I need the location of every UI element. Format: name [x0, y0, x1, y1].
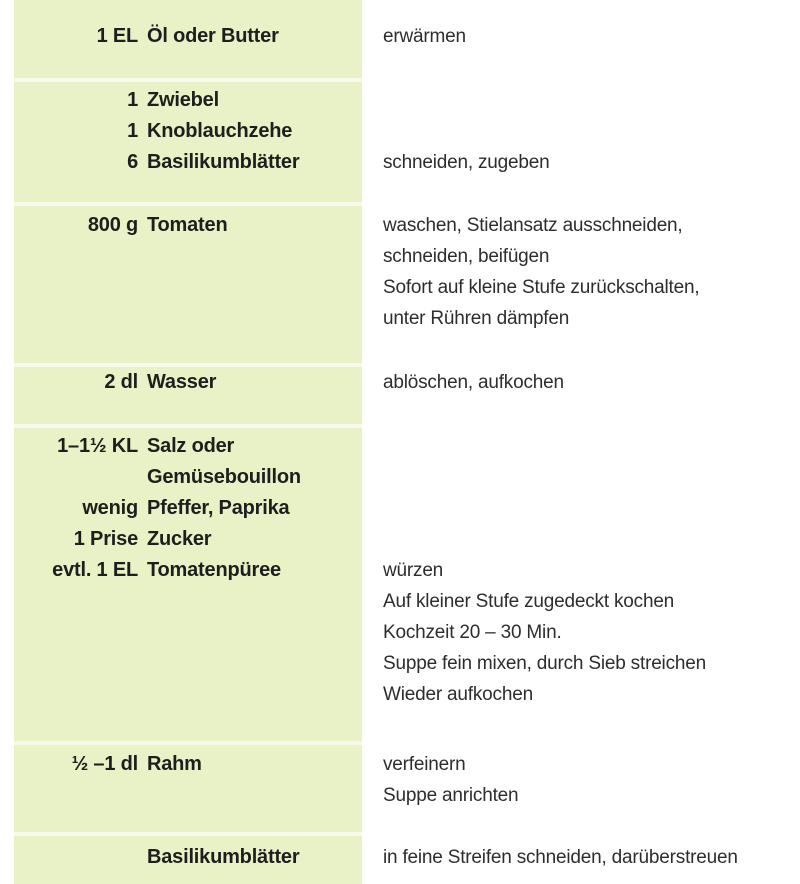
- ingredient-line: [0, 524, 800, 555]
- step-line: [0, 303, 800, 334]
- ingredient-name: Zwiebel: [147, 89, 219, 111]
- step-text: würzen: [383, 560, 444, 581]
- step-text: erwärmen: [383, 26, 466, 47]
- ingredient-quantity: 800 g: [87, 214, 138, 236]
- section-divider: [14, 832, 362, 836]
- ingredient-name: Gemüsebouillon: [147, 466, 301, 488]
- ingredient-name: Zucker: [147, 528, 212, 550]
- step-text: Auf kleiner Stufe zugedeckt kochen: [383, 591, 675, 612]
- section-divider: [14, 424, 362, 428]
- step-text: Suppe anrichten: [383, 785, 519, 806]
- recipe-section-aromatics: [0, 85, 800, 178]
- ingredient-line: [0, 367, 800, 398]
- ingredient-name: Salz oder: [147, 435, 235, 457]
- ingredient-line: [0, 431, 800, 462]
- ingredient-name: Basilikumblätter: [147, 846, 300, 868]
- ingredient-name: Knoblauchzehe: [147, 120, 293, 142]
- ingredient-line: [0, 749, 800, 780]
- ingredient-line: [0, 147, 800, 178]
- ingredient-line: [0, 493, 800, 524]
- ingredient-name: Tomaten: [147, 214, 228, 236]
- ingredient-line: [0, 842, 800, 873]
- step-line: [0, 272, 800, 303]
- ingredient-quantity: evtl. 1 EL: [52, 559, 138, 581]
- ingredient-line: [0, 116, 800, 147]
- step-text: schneiden, zugeben: [383, 152, 550, 173]
- ingredient-line: [0, 462, 800, 493]
- ingredient-quantity: 1: [127, 89, 138, 111]
- ingredient-line: [0, 85, 800, 116]
- ingredient-line: [0, 555, 800, 586]
- ingredient-quantity: 1–1½ KL: [57, 435, 138, 457]
- ingredient-quantity: 1: [127, 120, 138, 142]
- ingredient-quantity: ½ –1 dl: [71, 753, 138, 775]
- ingredient-name: Tomatenpüree: [147, 559, 281, 581]
- step-text: Kochzeit 20 – 30 Min.: [383, 622, 562, 643]
- step-text: Wieder aufkochen: [383, 684, 533, 705]
- ingredient-name: Wasser: [147, 371, 217, 393]
- step-line: [0, 617, 800, 648]
- step-line: [0, 780, 800, 811]
- recipe-section-cream: [0, 749, 800, 811]
- step-text: waschen, Stielansatz ausschneiden,: [383, 215, 683, 236]
- step-text: in feine Streifen schneiden, darüberstreuen: [383, 847, 738, 868]
- ingredient-quantity: 1 EL: [96, 25, 138, 47]
- ingredient-quantity: wenig: [82, 497, 138, 519]
- step-text: Sofort auf kleine Stufe zurückschalten,: [383, 277, 700, 298]
- recipe-section-garnish: [0, 842, 800, 873]
- step-text: verfeinern: [383, 754, 466, 775]
- section-divider: [14, 202, 362, 206]
- step-text: unter Rühren dämpfen: [383, 308, 570, 329]
- ingredient-quantity: 6: [127, 151, 138, 173]
- section-divider: [14, 78, 362, 82]
- step-line: [0, 648, 800, 679]
- ingredient-quantity: 1 Prise: [73, 528, 138, 550]
- section-divider: [14, 741, 362, 745]
- step-text: Suppe fein mixen, durch Sieb streichen: [383, 653, 706, 674]
- ingredient-name: Öl oder Butter: [147, 25, 279, 47]
- step-line: [0, 241, 800, 272]
- step-line: [0, 586, 800, 617]
- step-text: ablöschen, aufkochen: [383, 372, 564, 393]
- ingredient-name: Rahm: [147, 753, 202, 775]
- ingredient-line: [0, 21, 800, 52]
- recipe-section-water: [0, 367, 800, 398]
- recipe-section-oil: [0, 21, 800, 52]
- step-text: schneiden, beifügen: [383, 246, 550, 267]
- ingredient-name: Basilikumblätter: [147, 151, 300, 173]
- ingredient-name: Pfeffer, Paprika: [147, 497, 290, 519]
- ingredient-quantity: 2 dl: [104, 371, 138, 393]
- step-line: [0, 679, 800, 710]
- recipe-section-seasoning: [0, 431, 800, 710]
- ingredient-line: [0, 210, 800, 241]
- recipe-section-tomatoes: [0, 210, 800, 334]
